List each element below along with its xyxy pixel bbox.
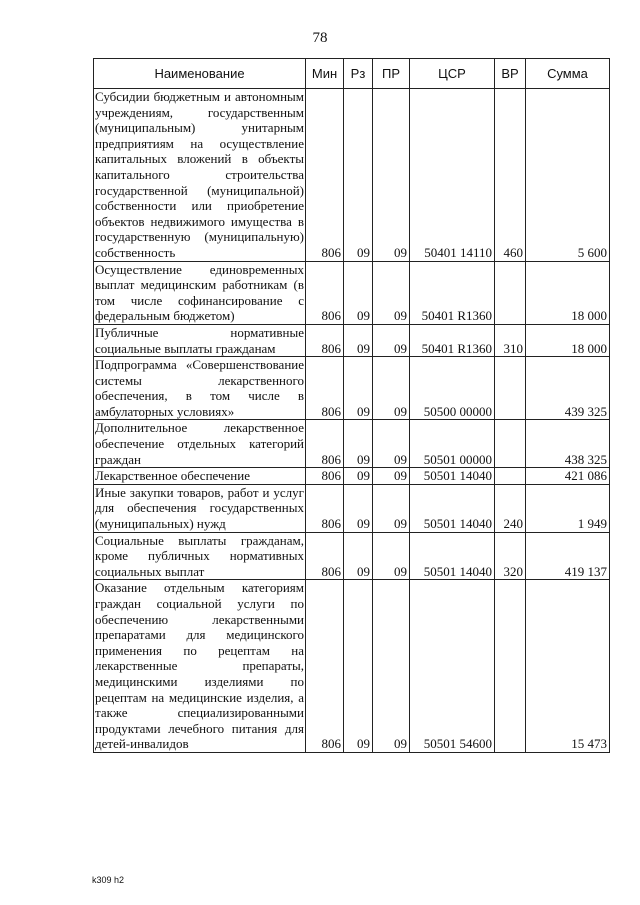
row-pr: 09 [373, 532, 410, 580]
table-row [94, 532, 610, 580]
row-pr: 09 [373, 89, 410, 262]
row-name: Публичные нормативные социальные выплаты гражданам [95, 324, 304, 356]
row-min: 806 [306, 89, 344, 262]
table-row [94, 580, 610, 753]
row-rz: 09 [344, 580, 373, 753]
row-vr: 240 [495, 484, 526, 532]
table-row [94, 484, 610, 532]
row-min: 806 [306, 532, 344, 580]
row-name: Социальные выплаты гражданам, кроме публичных нормативных социальных выплат [95, 532, 304, 579]
row-min: 806 [306, 420, 344, 468]
row-sum: 18 000 [526, 261, 610, 324]
row-min: 806 [306, 261, 344, 324]
row-min: 806 [306, 324, 344, 356]
row-csr: 50401 R1360 [410, 261, 495, 324]
row-vr [495, 357, 526, 420]
table-row [94, 420, 610, 468]
row-rz: 09 [344, 324, 373, 356]
row-sum: 18 000 [526, 324, 610, 356]
table-row [94, 468, 610, 485]
row-csr: 50501 54600 [410, 580, 495, 753]
row-csr: 50501 14040 [410, 532, 495, 580]
row-vr [495, 420, 526, 468]
row-csr: 50500 00000 [410, 357, 495, 420]
row-name: Лекарственное обеспечение [94, 468, 306, 485]
row-csr: 50501 00000 [410, 420, 495, 468]
row-csr: 50501 14040 [410, 484, 495, 532]
row-name: Осуществление единовременных выплат медицинским работникам (в том числе софинансирование с федеральным бюджетом) [95, 261, 304, 324]
row-name: Субсидии бюджетным и автономным учреждениям, государственным (муниципальным) унитарным предприятиям на осуществление капитальных вложений в объекты капитального строительства государственной (муниципальной) собственности или приобретение объектов недвижимого имущества в государственную (муниципальную) собственность [95, 89, 304, 260]
row-csr: 50401 R1360 [410, 324, 495, 356]
row-rz: 09 [344, 468, 373, 485]
row-pr: 09 [373, 468, 410, 485]
row-min: 806 [306, 468, 344, 485]
row-sum: 5 600 [526, 89, 610, 262]
row-vr: 320 [495, 532, 526, 580]
row-csr: 50501 14040 [410, 468, 495, 485]
table-header-row [94, 59, 610, 89]
header-min: Мин [306, 59, 344, 89]
header-vr: ВР [495, 59, 526, 89]
row-vr [495, 468, 526, 485]
row-rz: 09 [344, 484, 373, 532]
header-name: Наименование [94, 59, 306, 89]
table-row [94, 324, 610, 356]
row-pr: 09 [373, 580, 410, 753]
row-csr: 50401 14110 [410, 89, 495, 262]
row-min: 806 [306, 580, 344, 753]
footer-code: k309 h2 [92, 875, 125, 885]
row-pr: 09 [373, 420, 410, 468]
row-pr: 09 [373, 324, 410, 356]
row-pr: 09 [373, 357, 410, 420]
row-name: Дополнительное лекарственное обеспечение отдельных категорий граждан [95, 420, 304, 467]
budget-table [93, 58, 610, 753]
table-row [94, 357, 610, 420]
row-vr: 460 [495, 89, 526, 262]
row-min: 806 [306, 357, 344, 420]
row-sum: 421 086 [526, 468, 610, 485]
row-rz: 09 [344, 420, 373, 468]
header-rz: Рз [344, 59, 373, 89]
header-csr: ЦСР [410, 59, 495, 89]
row-rz: 09 [344, 532, 373, 580]
row-sum: 15 473 [526, 580, 610, 753]
table-row [94, 89, 610, 262]
header-pr: ПР [373, 59, 410, 89]
table-row [94, 261, 610, 324]
row-name: Оказание отдельным категориям граждан социальной услуги по обеспечению лекарственными препаратами для медицинского применения по рецептам на лекарственные препараты, медицинскими изделиями по рецептам на медицинские изделия, а также специализированными продуктами лечебного питания для детей-инвалидов [95, 580, 304, 752]
header-sum: Сумма [526, 59, 610, 89]
row-pr: 09 [373, 484, 410, 532]
row-vr [495, 580, 526, 753]
row-vr [495, 261, 526, 324]
row-sum: 419 137 [526, 532, 610, 580]
row-min: 806 [306, 484, 344, 532]
row-vr: 310 [495, 324, 526, 356]
row-rz: 09 [344, 261, 373, 324]
page-number: 78 [312, 30, 328, 46]
row-pr: 09 [373, 261, 410, 324]
row-name: Иные закупки товаров, работ и услуг для обеспечения государственных (муниципальных) нужд [95, 484, 304, 532]
row-rz: 09 [344, 89, 373, 262]
row-sum: 1 949 [526, 484, 610, 532]
row-rz: 09 [344, 357, 373, 420]
row-sum: 438 325 [526, 420, 610, 468]
row-sum: 439 325 [526, 357, 610, 420]
row-name: Подпрограмма «Совершенствование системы лекарственного обеспечения, в том числе в амбулаторных условиях» [95, 357, 304, 419]
